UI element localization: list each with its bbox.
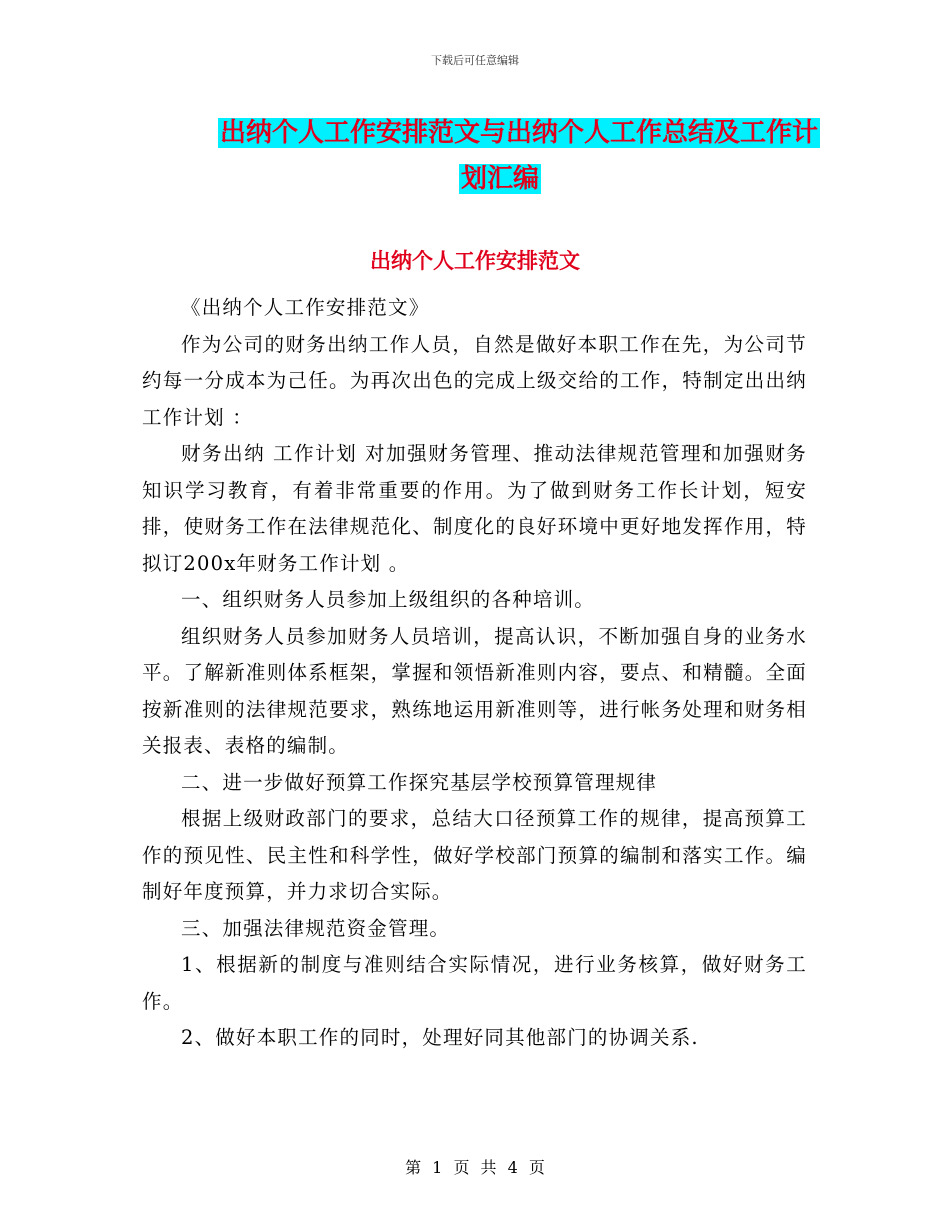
body-content (142, 290, 807, 1057)
paragraph: 三、加强法律规范资金管理。 (181, 916, 451, 940)
paragraph: 2、做好本职工作的同时，处理好同其他部门的协调关系. (181, 1026, 699, 1049)
document-title-line-1: 出纳个人工作安排范文与出纳个人工作总结及工作计 (219, 118, 818, 148)
paragraph: 组织财务人员参加财务人员培训，提高认识，不断加强自身的业务水平。了解新准则体系框架，掌握和领悟新准则内容，要点、和精髓。全面按新准则的法律规范要求，熟练地运用新准则等，进行帐务处理和财务相关报表、表格的编制。 (142, 624, 807, 757)
paragraph: 二、进一步做好预算工作探究基层学校预算管理规律 (181, 770, 658, 794)
paragraph: 根据上级财政部门的要求，总结大口径预算工作的规律，提高预算工作的预见性、民主性和科学性，做好学校部门预算的编制和落实工作。编制好年度预算，并力求切合实际。 (142, 807, 807, 903)
paragraph: 作为公司的财务出纳工作人员，自然是做好本职工作在先，为公司节约每一分成本为己任。为再次出色的完成上级交给的工作，特制定出出纳 工作计划 ： (142, 332, 807, 429)
page-footer: 第 1 页 共 4 页 (405, 1158, 545, 1177)
document-title (180, 110, 820, 202)
section-heading: 出纳个人工作安排范文 (370, 249, 580, 273)
paragraph: 1、根据新的制度与准则结合实际情况，进行业务核算，做好财务工作。 (142, 953, 807, 1013)
header-note: 下载后可任意编辑 (431, 54, 519, 67)
paragraph: 一、组织财务人员参加上级组织的各种培训。 (181, 588, 596, 611)
paragraph: 财务出纳 工作计划 对加强财务管理、推动法律规范管理和加强财务知识学习教育，有着非常重要的作用。为了做到财务工作长计划，短安排，使财务工作在法律规范化、制度化的良好环境中更好地发挥作用，特拟订200x年财务工作计划 。 (142, 442, 807, 575)
document-title-line-2: 划汇编 (460, 164, 539, 194)
paragraph: 《出纳个人工作安排范文》 (181, 296, 430, 319)
